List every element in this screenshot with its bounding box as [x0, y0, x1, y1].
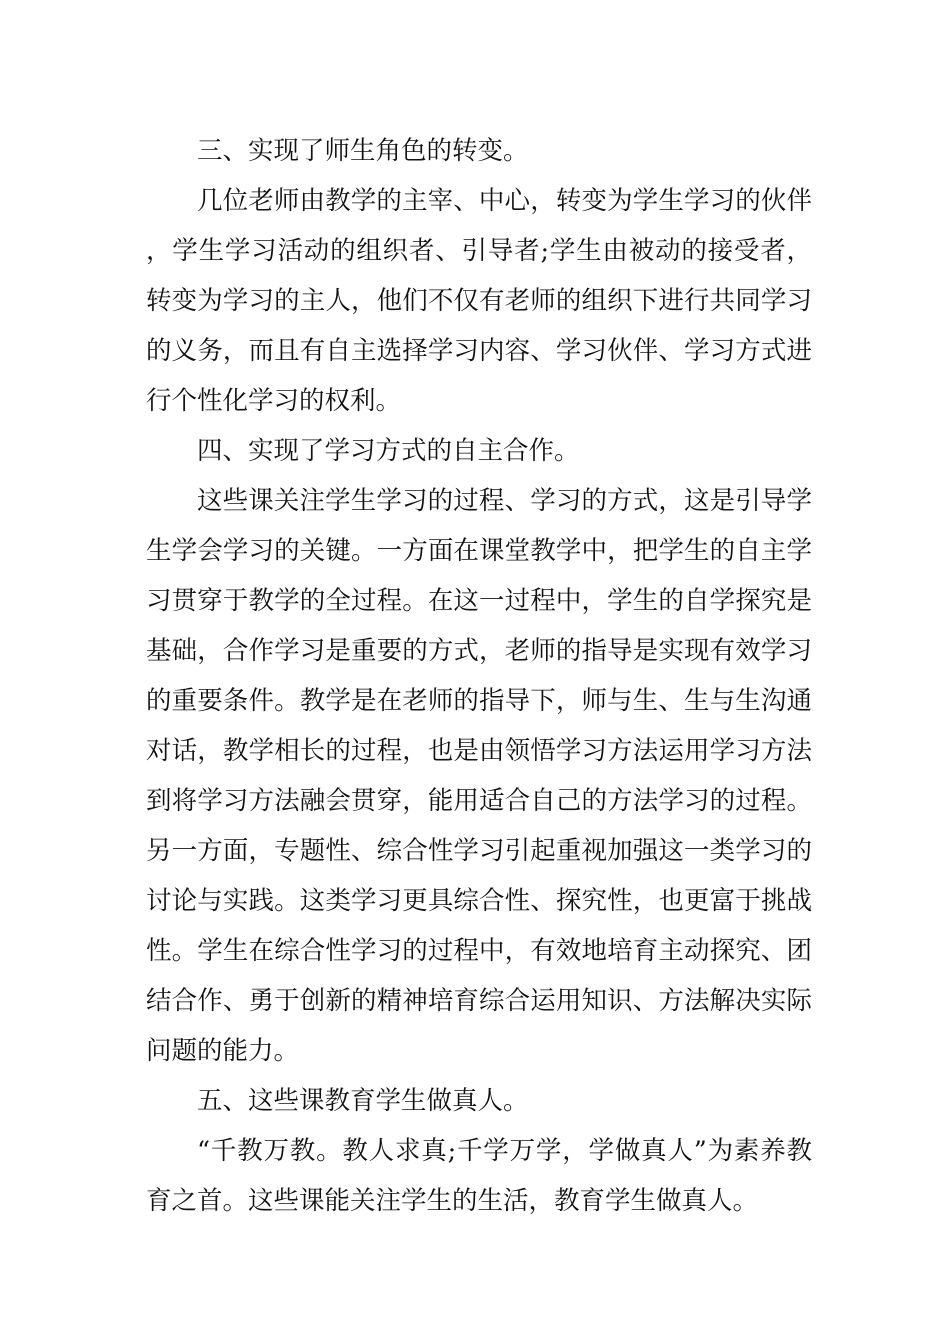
- section-heading-4: 四、实现了学习方式的自主合作。: [197, 436, 580, 466]
- paragraph-true-person: “千教万教。教人求真;千学万学，学做真人”为素养教育之首。这些课能关注学生的生活，教育学生做真人。: [146, 1136, 812, 1216]
- section-heading-3: 三、实现了师生角色的转变。: [197, 136, 529, 166]
- paragraph-learning-method: 这些课关注学生学习的过程、学习的方式，这是引导学生学会学习的关键。一方面在课堂教学中，把学生的自主学习贯穿于教学的全过程。在这一过程中，学生的自学探究是基础，合作学习是重要的方式，老师的指导是实现有效学习的重要条件。教学是在老师的指导下，师与生、生与生沟通对话，教学相长的过程，也是由领悟学习方法运用学习方法到将学习方法融会贯穿，能用适合自己的方法学习的过程。另一方面，专题性、综合性学习引起重视加强这一类学习的讨论与实践。这类学习更具综合性、探究性，也更富于挑战性。学生在综合性学习的过程中，有效地培育主动探究、团结合作、勇于创新的精神培育综合运用知识、方法解决实际问题的能力。: [146, 486, 812, 1066]
- paragraph-teacher-role: 几位老师由教学的主宰、中心，转变为学生学习的伙伴，学生学习活动的组织者、引导者;学生由被动的接受者，转变为学习的主人，他们不仅有老师的组织下进行共同学习的义务，而且有自主选择学习内容、学习伙伴、学习方式进行个性化学习的权利。: [146, 186, 812, 416]
- section-heading-5: 五、这些课教育学生做真人。: [197, 1086, 529, 1116]
- document-body: [146, 126, 812, 1226]
